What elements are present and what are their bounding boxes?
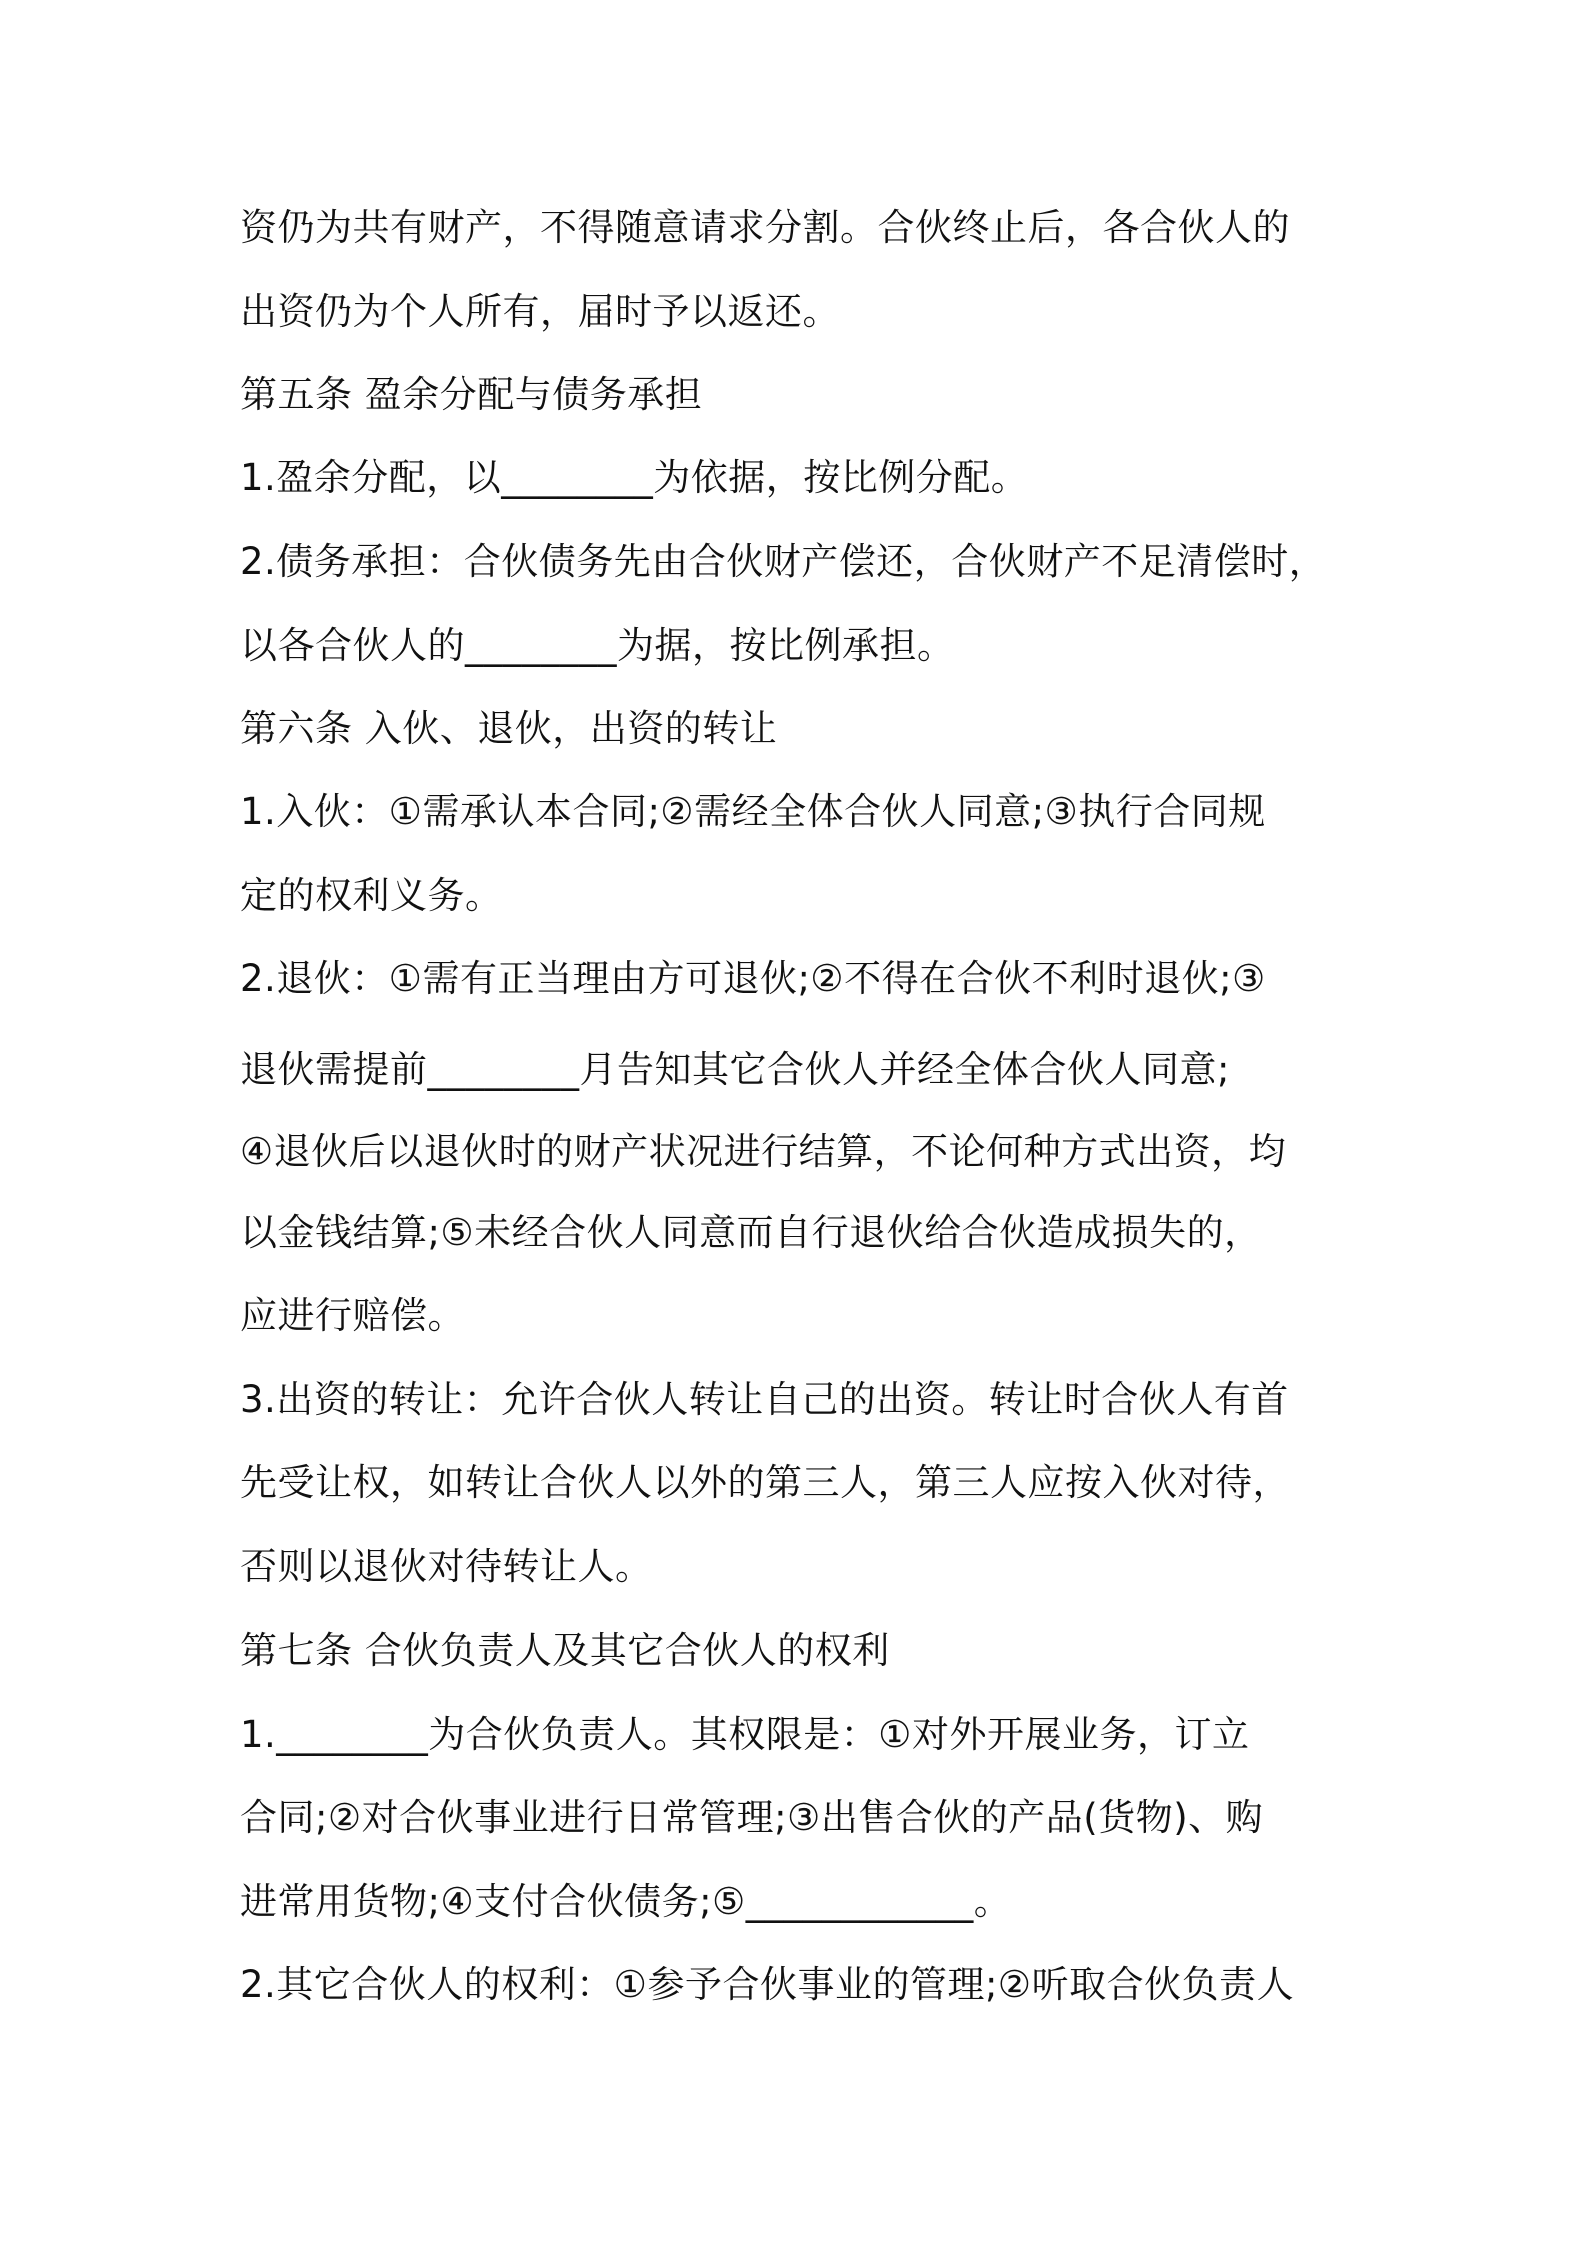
text-line-16: 先受让权，如转让合伙人以外的第三人，第三人应按入伙对待， bbox=[240, 1461, 1290, 1504]
text-line-1: 资仍为共有财产，不得随意请求分割。合伙终止后，各合伙人的 bbox=[240, 206, 1290, 249]
text-line-15: 3.出资的转让：允许合伙人转让自己的出资。转让时合伙人有首 bbox=[240, 1378, 1289, 1421]
text-line-19: 1.________为合伙负责人。其权限是：①对外开展业务，订立 bbox=[240, 1713, 1250, 1756]
text-line-8: 1.入伙：①需承认本合同;②需经全体合伙人同意;③执行合同规 bbox=[240, 790, 1266, 833]
text-line-20: 合同;②对合伙事业进行日常管理;③出售合伙的产品(货物)、购 bbox=[240, 1796, 1264, 1839]
article-6-heading: 第六条 入伙、退伙，出资的转让 bbox=[240, 707, 778, 750]
text-line-12: ④退伙后以退伙时的财产状况进行结算，不论何种方式出资，均 bbox=[240, 1130, 1287, 1173]
text-line-14: 应进行赔偿。 bbox=[240, 1294, 465, 1337]
article-7-heading: 第七条 合伙负责人及其它合伙人的权利 bbox=[240, 1629, 890, 1672]
text-line-22: 2.其它合伙人的权利：①参予合伙事业的管理;②听取合伙负责人 bbox=[240, 1963, 1295, 2006]
text-line-13: 以金钱结算;⑤未经合伙人同意而自行退伙给合伙造成损失的， bbox=[240, 1211, 1262, 1254]
text-line-17: 否则以退伙对待转让人。 bbox=[240, 1545, 653, 1588]
text-line-6: 以各合伙人的________为据，按比例承担。 bbox=[240, 624, 955, 667]
text-line-5: 2.债务承担：合伙债务先由合伙财产偿还，合伙财产不足清偿时， bbox=[240, 540, 1327, 583]
text-line-10: 2.退伙：①需有正当理由方可退伙;②不得在合伙不利时退伙;③ bbox=[240, 957, 1266, 1000]
text-line-11: 退伙需提前________月告知其它合伙人并经全体合伙人同意; bbox=[240, 1048, 1230, 1091]
text-line-9: 定的权利义务。 bbox=[240, 874, 503, 917]
article-5-heading: 第五条 盈余分配与债务承担 bbox=[240, 373, 703, 416]
text-line-21: 进常用货物;④支付合伙债务;⑤____________。 bbox=[240, 1880, 1012, 1923]
text-line-2: 出资仍为个人所有，届时予以返还。 bbox=[240, 290, 840, 333]
text-line-4: 1.盈余分配，以________为依据，按比例分配。 bbox=[240, 456, 1029, 499]
